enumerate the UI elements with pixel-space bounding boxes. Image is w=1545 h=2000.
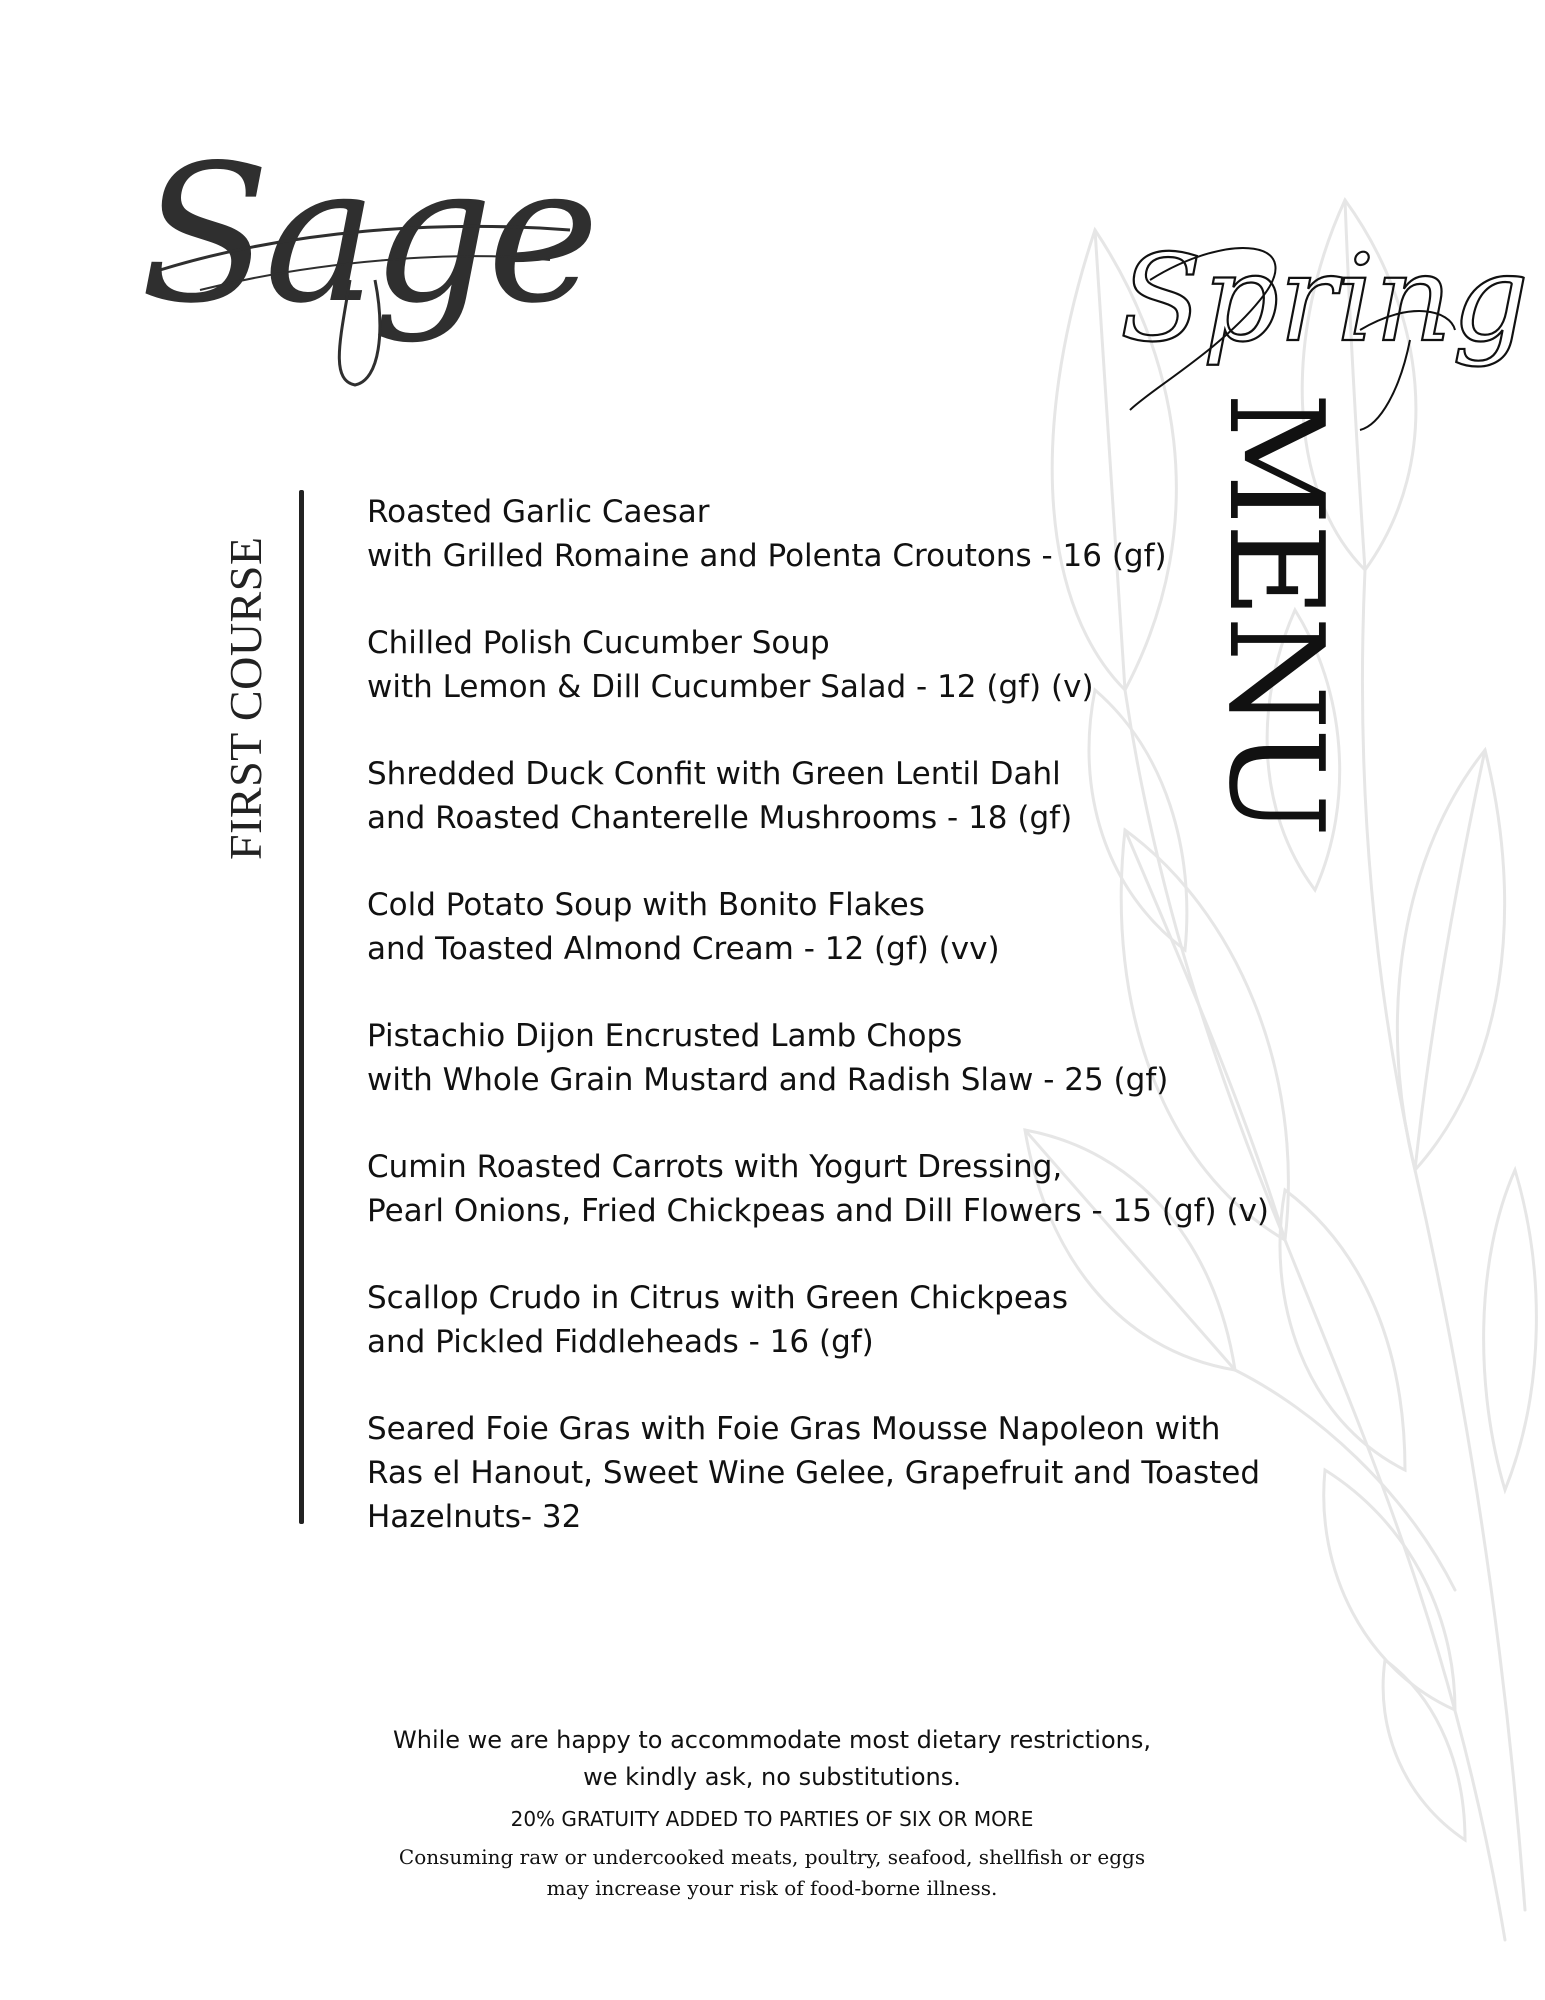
svg-text:Sage: Sage [140,124,594,345]
dish-name: Chilled Polish Cucumber Soup [367,625,830,661]
dish-item [367,490,1287,578]
dish-item [367,1014,1287,1102]
svg-text:Spring: Spring [1120,230,1529,369]
dish-name: Cumin Roasted Carrots with Yogurt Dressing, [367,1149,1063,1185]
food-safety-warning [272,1842,1272,1904]
dish-description: and Toasted Almond Cream - 12 (gf) (vv) [367,931,1000,967]
dish-description: Pearl Onions, Fried Chickpeas and Dill Flowers - 15 (gf) (v) [367,1193,1270,1229]
dish-item [367,1407,1287,1539]
dish-item [367,1276,1287,1364]
dish-description: with Whole Grain Mustard and Radish Slaw - 25 (gf) [367,1062,1169,1098]
sage-logo [140,110,594,400]
dish-name: Scallop Crudo in Citrus with Green Chickpeas [367,1280,1069,1316]
warning-line: may increase your risk of food-borne illness. [546,1876,998,1900]
dish-description: Ras el Hanout, Sweet Wine Gelee, Grapefruit and Toasted [367,1455,1261,1491]
dish-list [367,490,1287,1582]
warning-line: Consuming raw or undercooked meats, poultry, seafood, shellfish or eggs [398,1845,1146,1869]
menu-footer [272,1722,1272,1904]
dietary-note-line: we kindly ask, no substitutions. [583,1763,961,1791]
dish-item [367,621,1287,709]
dish-name: Cold Potato Soup with Bonito Flakes [367,887,925,923]
dietary-note-line: While we are happy to accommodate most dietary restrictions, [393,1726,1151,1754]
gratuity-note: 20% GRATUITY ADDED TO PARTIES OF SIX OR MORE [510,1807,1034,1831]
dish-name: Shredded Duck Confit with Green Lentil Dahl [367,756,1061,792]
dish-description: with Grilled Romaine and Polenta Croutons - 16 (gf) [367,538,1167,574]
course-divider [299,490,304,1524]
dish-name: Seared Foie Gras with Foie Gras Mousse Napoleon with [367,1411,1221,1447]
dish-description: and Pickled Fiddleheads - 16 (gf) [367,1324,874,1360]
dish-name: Pistachio Dijon Encrusted Lamb Chops [367,1018,963,1054]
dish-description-continued: Hazelnuts- 32 [367,1499,582,1535]
course-title-text: FIRST COURSE [220,536,271,860]
menu-heading-text: MENU [1200,392,1352,836]
dish-description: with Lemon & Dill Cucumber Salad - 12 (gf) (v) [367,669,1094,705]
course-title [220,488,272,860]
dish-item [367,752,1287,840]
dish-description: and Roasted Chanterelle Mushrooms - 18 (gf) [367,800,1073,836]
dish-item [367,883,1287,971]
dish-item [367,1145,1287,1233]
dietary-note [272,1722,1272,1796]
dish-name: Roasted Garlic Caesar [367,494,710,530]
